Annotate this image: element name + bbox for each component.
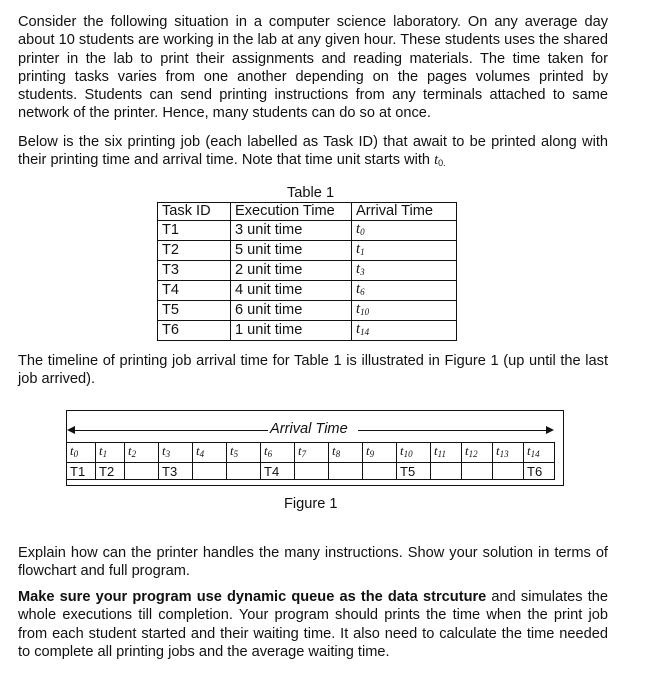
time-slot: $t_2$ (125, 443, 159, 463)
time-start-symbol: t (434, 152, 439, 169)
time-symbol: t (356, 260, 361, 277)
exec-time-cell: 4 unit time (231, 280, 352, 300)
task-slot (329, 463, 363, 480)
time-slot: $t_3$ (159, 443, 193, 463)
time-subscript: 3 (360, 266, 365, 277)
arrival-time-cell (352, 240, 457, 260)
time-subscript: 1 (360, 246, 365, 257)
time-slot: $t_4$ (193, 443, 227, 463)
task-id-cell: T2 (158, 240, 231, 260)
arrival-time-cell (352, 260, 457, 280)
table-row (158, 220, 457, 240)
task-slot: T6 (524, 463, 555, 480)
exec-time-cell: 6 unit time (231, 300, 352, 320)
time-symbol: t (356, 320, 361, 337)
time-symbol: t (356, 240, 361, 257)
arrow-right-icon (546, 426, 554, 434)
arrival-time-cell (352, 220, 457, 240)
table-row (158, 280, 457, 300)
task-id-cell: T6 (158, 320, 231, 340)
table-row (158, 260, 457, 280)
question-paragraph: Explain how can the printer handles the many instructions. Show your solution in terms of flowchart and full program. (18, 545, 608, 580)
task-slot: T3 (159, 463, 193, 480)
time-start-subscript: 0. (438, 158, 446, 169)
time-slot: $t_{10}$ (397, 443, 431, 463)
task-id-cell: T4 (158, 280, 231, 300)
time-subscript: 10 (360, 306, 370, 317)
timeline-axis-label: Arrival Time (270, 421, 348, 437)
table-caption: Table 1 (287, 185, 335, 201)
table-intro-text: Below is the six printing job (each labelled as Task ID) that await to be printed along with their printing time and arrival time. Note that time unit starts with (18, 134, 608, 169)
task-slot (125, 463, 159, 480)
time-slot: $t_{13}$ (493, 443, 524, 463)
task-slot (493, 463, 524, 480)
time-slot: $t_0$ (67, 443, 96, 463)
requirement-text: and simulates the whole executions till completion. Your program should prints the time when the print job from each student started and their waiting time. It also need to calculate the time needed to complete all printing jobs and the average waiting time. (18, 589, 608, 660)
requirements-paragraph (18, 588, 608, 661)
time-slot: $t_{14}$ (524, 443, 555, 463)
table-row (158, 320, 457, 340)
arrow-line-left (72, 430, 268, 431)
task-slot: T2 (96, 463, 125, 480)
arrival-time-cell (352, 320, 457, 340)
task-slot (431, 463, 462, 480)
time-slot: $t_5$ (227, 443, 261, 463)
time-slot: $t_9$ (363, 443, 397, 463)
exec-time-cell: 1 unit time (231, 320, 352, 340)
task-slot (193, 463, 227, 480)
task-slot (363, 463, 397, 480)
task-slot (295, 463, 329, 480)
header-task-id: Task ID (158, 203, 231, 221)
time-slot: $t_6$ (261, 443, 295, 463)
time-subscript: 6 (360, 286, 365, 297)
time-symbol: t (356, 300, 361, 317)
table-row (158, 300, 457, 320)
header-arrival-time: Arrival Time (352, 203, 457, 221)
task-slot: T1 (67, 463, 96, 480)
time-slot: $t_8$ (329, 443, 363, 463)
time-subscript: 14 (360, 326, 370, 337)
timeline-table (66, 442, 555, 480)
timeline-time-row (67, 443, 555, 463)
table-row (158, 240, 457, 260)
intro-paragraph: Consider the following situation in a computer science laboratory. On any average day about 10 students are working in the lab at any given hour. These students uses the shared printer in the lab to print their assignments and reading materials. The time taken for printing tasks varies from one another depending on the pages volumes printed by students. Students can send printing instructions from any terminals attached to same network of the printer. Hence, many students can do so at once. (18, 14, 608, 122)
task-slot: T5 (397, 463, 431, 480)
arrival-time-cell (352, 300, 457, 320)
time-slot: $t_7$ (295, 443, 329, 463)
time-slot: $t_1$ (96, 443, 125, 463)
time-slot: $t_{11}$ (431, 443, 462, 463)
time-symbol: t (356, 280, 361, 297)
arrow-line-right (358, 430, 548, 431)
task-slot: T4 (261, 463, 295, 480)
timeline-task-row (67, 463, 555, 480)
requirement-emphasis: Make sure your program use dynamic queue as the data strcuture (18, 589, 487, 605)
exec-time-cell: 3 unit time (231, 220, 352, 240)
time-subscript: 0 (360, 226, 365, 237)
figure-caption: Figure 1 (284, 496, 338, 512)
time-slot: $t_{12}$ (462, 443, 493, 463)
exec-time-cell: 2 unit time (231, 260, 352, 280)
table-intro-paragraph (18, 133, 608, 173)
task-id-cell: T5 (158, 300, 231, 320)
table-header-row (158, 203, 457, 221)
header-execution-time: Execution Time (231, 203, 352, 221)
timeline-intro-paragraph: The timeline of printing job arrival time for Table 1 is illustrated in Figure 1 (up until the last job arrived). (18, 353, 608, 388)
exec-time-cell: 5 unit time (231, 240, 352, 260)
task-id-cell: T3 (158, 260, 231, 280)
task-id-cell: T1 (158, 220, 231, 240)
task-table (157, 202, 457, 341)
task-slot (462, 463, 493, 480)
arrival-time-cell (352, 280, 457, 300)
time-symbol: t (356, 220, 361, 237)
task-slot (227, 463, 261, 480)
